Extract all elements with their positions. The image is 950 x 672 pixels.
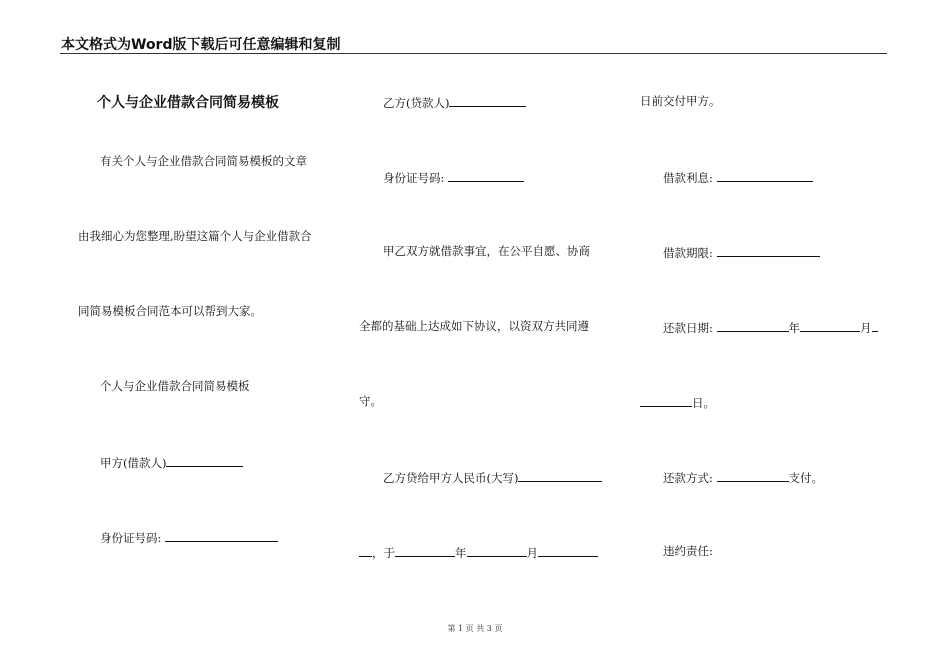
party-a-id-label: 身份证号码: bbox=[100, 531, 162, 545]
party-b-label: 乙方(贷款人) bbox=[383, 96, 450, 110]
repay-day-label: 日。 bbox=[692, 396, 715, 410]
breach-heading: 违约责任: bbox=[663, 544, 713, 558]
repay-date-field bbox=[663, 319, 878, 335]
page-number: 第 1 页 共 3 页 bbox=[447, 624, 503, 633]
loan-date-prefix: ，于 bbox=[372, 546, 395, 560]
deliver-line: 日前交付甲方。 bbox=[640, 94, 721, 108]
party-b-blank[interactable] bbox=[449, 94, 526, 107]
party-b-id-field bbox=[383, 169, 524, 185]
party-a-id-blank[interactable] bbox=[165, 529, 278, 542]
document-title: 个人与企业借款合同简易模板 bbox=[97, 95, 279, 111]
agreement-line-1: 甲乙双方就借款事宜，在公平自愿、协商 bbox=[383, 244, 590, 258]
repay-month-blank[interactable] bbox=[800, 319, 860, 332]
party-a-id-field bbox=[100, 529, 278, 545]
party-b-field bbox=[383, 94, 526, 110]
interest-blank[interactable] bbox=[717, 169, 813, 182]
repay-method-label: 还款方式: bbox=[663, 471, 713, 485]
agreement-line-3: 守。 bbox=[359, 394, 382, 408]
loan-year-blank[interactable] bbox=[395, 544, 455, 557]
repay-day-blank[interactable] bbox=[640, 394, 692, 407]
loan-date-field bbox=[359, 544, 598, 560]
loan-year-label: 年 bbox=[455, 546, 467, 560]
loan-amount-label: 乙方贷给甲方人民币(大写) bbox=[383, 471, 519, 485]
repay-method-suffix: 支付。 bbox=[788, 471, 824, 485]
interest-label: 借款利息: bbox=[663, 171, 713, 185]
party-a-field bbox=[100, 454, 243, 470]
repay-month-label: 月 bbox=[860, 321, 872, 335]
repay-day-field bbox=[640, 394, 715, 410]
loan-month-label: 月 bbox=[526, 546, 538, 560]
repay-method-blank[interactable] bbox=[717, 469, 789, 482]
repay-month-tail-blank[interactable] bbox=[872, 319, 878, 332]
agreement-line-2: 全都的基础上达成如下协议，以资双方共同遵 bbox=[359, 319, 589, 333]
party-a-label: 甲方(借款人) bbox=[100, 456, 167, 470]
repay-year-label: 年 bbox=[788, 321, 801, 335]
party-b-id-label: 身份证号码: bbox=[383, 171, 445, 185]
party-b-id-blank[interactable] bbox=[448, 169, 524, 182]
term-blank[interactable] bbox=[717, 244, 820, 257]
loan-amount-blank[interactable] bbox=[518, 469, 602, 482]
repay-year-blank[interactable] bbox=[717, 319, 789, 332]
repay-method-field bbox=[663, 469, 823, 485]
interest-field bbox=[663, 169, 813, 185]
loan-month-blank[interactable] bbox=[467, 544, 527, 557]
repay-date-label: 还款日期: bbox=[663, 321, 713, 335]
term-field bbox=[663, 244, 820, 260]
section-subtitle: 个人与企业借款合同简易模板 bbox=[100, 379, 250, 393]
loan-amount-tail-blank[interactable] bbox=[359, 544, 372, 557]
loan-amount-field bbox=[383, 469, 602, 485]
intro-line-3: 同简易模板合同范本可以帮到大家。 bbox=[78, 304, 262, 318]
intro-line-2: 由我细心为您整理,盼望这篇个人与企业借款合 bbox=[78, 229, 312, 243]
intro-line-1: 有关个人与企业借款合同简易模板的文章 bbox=[100, 154, 307, 168]
term-label: 借款期限: bbox=[663, 246, 713, 260]
loan-day-blank[interactable] bbox=[538, 544, 598, 557]
party-a-blank[interactable] bbox=[166, 454, 243, 467]
header-divider bbox=[60, 53, 887, 54]
document-banner: 本文格式为Word版下载后可任意编辑和复制 bbox=[61, 37, 341, 53]
